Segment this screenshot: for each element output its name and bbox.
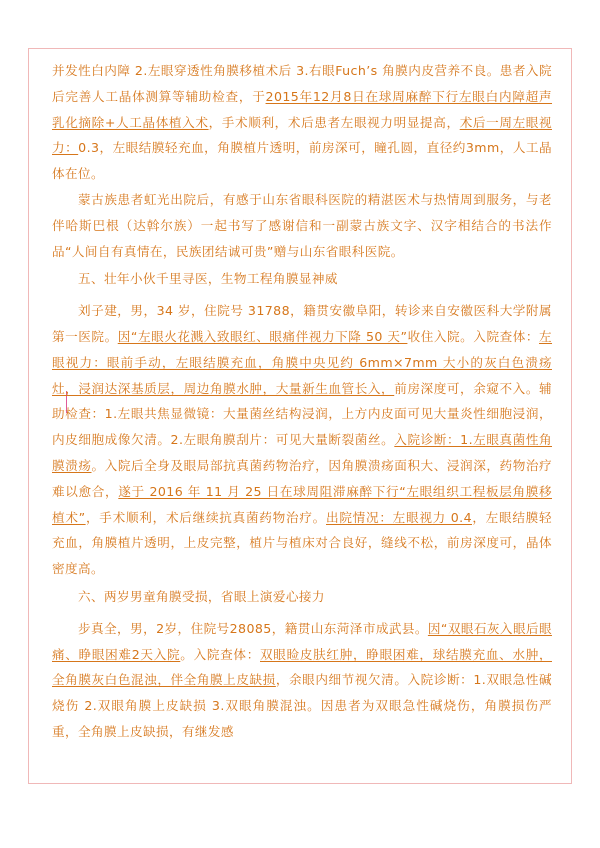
case4-paragraph — [52, 58, 552, 187]
gratitude-paragraph: 蒙古族患者虹光出院后，有感于山东省眼科医院的精湛医术与热情周到服务，与老伴哈斯巴根（达斡尔族）一起书写了感谢信和一副蒙古族文字、汉字相结合的书法作品“人间自有真情在，民族团结诚可贵”赠与山东省眼科医院。 — [52, 191, 552, 259]
case4-line3b: ，手术顺利，术后患者左眼视力明显提高， — [208, 114, 460, 130]
s5-admit: 收住入院。入院查体： — [407, 328, 540, 344]
case4-line4: 血，角膜植片透明，前房深可，瞳孔圆，直径约3mm，人工晶体在位。 — [52, 140, 552, 182]
case4-line1: 并发性白内障 2.左眼穿透性角膜移植术后 3.右眼Fuch’s 角膜内皮营养不良。患者入院后完善 — [52, 63, 552, 104]
section5-heading: 五、壮年小伙千里寻医，生物工程角膜显神威 — [78, 271, 338, 287]
s5-chief-complaint: 因“左眼火花溅入致眼红、眼痛伴视力下降 50 天” — [117, 328, 408, 344]
section5-paragraph — [52, 298, 552, 582]
section6-paragraph — [52, 616, 552, 745]
surgery-name-underline: 体植入术 — [155, 114, 209, 130]
s5-discharge: 出院情况：左眼视力 0.4 — [326, 509, 472, 525]
case4-line2a: 人工晶体测算等辅助检查，于 — [92, 88, 266, 104]
s6-exam: 双眼睑皮肤红肿，睁眼困难，球结膜充血、水肿，全角膜灰白色混浊，伴全角膜上皮缺损 — [52, 646, 552, 688]
document-body — [52, 58, 552, 745]
postop-vision-underline: 术后一周左眼视力： — [52, 114, 552, 156]
s5-treatment: 。入院后全身及眼局部抗真菌药物治疗，因角膜溃疡面积大、浸润深，药物治疗难以愈合， — [52, 457, 553, 499]
s5-postop: ，手术顺利，术后继续抗真菌药物治疗。 — [85, 509, 326, 525]
s5-diagnosis: 入院诊断：1.左眼真菌性角膜溃疡 — [52, 432, 552, 473]
surgery-date-underline: 2015年12月8日在球周麻醉下行左眼白内障超声乳化摘除+人工晶 — [52, 88, 553, 130]
s5-exam: 左眼视力：眼前手动，左眼结膜充血，角膜中央见约 6mm×7mm 大小的灰白色溃疡灶，浸润达深基质层，周边角膜水肿，大量新生血管长入， — [52, 328, 553, 396]
s5-discharge-detail: ，左眼结膜轻充血，角膜植片透明，上皮完整，植片与植床对合良好，缝线不松，前房深度可，晶体密度高。 — [52, 509, 553, 577]
s5-aux-exam: 前房深度可，余窥不入。辅助检查：1.左眼共焦显微镜：大量菌丝结构浸润，上方内皮面可见大量炎性细胞浸润，内皮细胞成像欠清。2.左眼角膜刮片：可见大量断裂菌丝。 — [52, 380, 552, 448]
section6-heading: 六、两岁男童角膜受损，省眼上演爱心接力 — [78, 588, 325, 604]
s6-intro: 步真全，男，2岁，住院号28085，籍贯山东菏泽市成武县。 — [78, 620, 428, 636]
case4-line3c: 0.3，左眼结膜轻充 — [78, 140, 192, 156]
s5-surgery: 遂于 2016 年 11 月 25 日在球周阻滞麻醉下行“左眼组织工程板层角膜移植术” — [52, 483, 552, 525]
s6-diagnosis: ，余眼内细节视欠清。入院诊断：1.双眼急性碱烧伤 2.双眼角膜上皮缺损 3.双眼角膜混浊。因患者为双眼急性碱烧伤，角膜损伤严重，全角膜上皮缺损，有继发感 — [52, 672, 552, 739]
s5-intro: 刘子建，男，34 岁，住院号 31788，籍贯安徽阜阳，转诊来自安徽医科大学附属第一医院。 — [52, 303, 552, 344]
s6-admit: 。入院查体： — [180, 646, 260, 662]
s6-chief-complaint: 因“双眼石灰入眼后眼痛、睁眼困难2天入院 — [52, 620, 552, 662]
